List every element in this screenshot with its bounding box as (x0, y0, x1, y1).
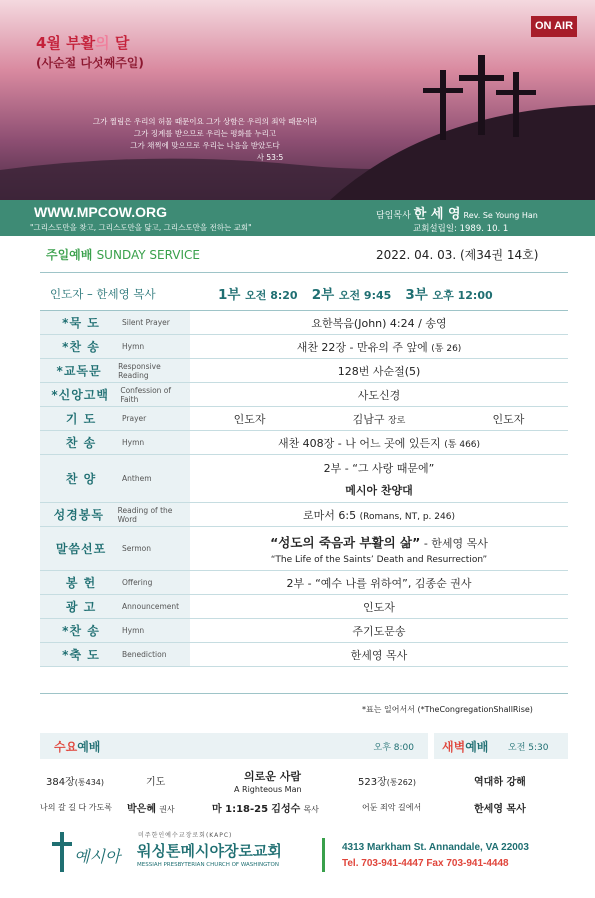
pastor-info: 담임목사 한 세 영 Rev. Se Young Han (376, 207, 538, 222)
website-link[interactable]: WWW.MPCOW.ORG (34, 204, 167, 220)
wed-sermon: 의로운 사람 (244, 770, 301, 783)
order-content: 인도자 (363, 600, 395, 614)
service-times-row (40, 273, 568, 311)
leader: 인도자 – 한세영 목사 (50, 287, 156, 301)
wed-prayer: 기도 (146, 777, 166, 788)
order-label: 봉 헌 Offering (40, 571, 190, 594)
order-label: 찬 양 Anthem (40, 455, 190, 502)
footer-phone[interactable]: Tel. 703-941-4447 Fax 703-941-4448 (342, 858, 509, 869)
order-label: 말씀선포 Sermon (40, 527, 190, 570)
order-label: *신앙고백 Confession of Faith (40, 383, 190, 406)
banner-title: 4월 부활의 달 (36, 34, 130, 52)
svg-text:예시아: 예시아 (74, 847, 121, 866)
order-content: 사도신경 (357, 388, 401, 402)
order-of-worship (40, 272, 568, 694)
order-label: *축 도 Benediction (40, 643, 190, 666)
order-row (40, 571, 568, 595)
wed-hymn-title: 나의 갈 길 다 가도록 (40, 803, 112, 812)
order-label: 찬 송 Hymn (40, 431, 190, 454)
order-row (40, 311, 568, 335)
order-content: 2부 - “예수 나를 위하여”, 김종순 권사 (286, 576, 472, 590)
wednesday-time: 오후 8:00 (373, 743, 414, 753)
order-row (40, 407, 568, 431)
order-row (40, 335, 568, 359)
dawn-time: 오전 5:30 (508, 743, 549, 753)
bulletin-date: 2022. 04. 03. (제34권 14호) (376, 248, 539, 262)
service-title: 주일예배 SUNDAY SERVICE (46, 248, 200, 262)
footer-divider (322, 838, 325, 872)
footer-denomination: 미주한인예수교장로회(KAPC) (138, 832, 233, 839)
wed-text: 마 1:18-25 김성수 목사 (212, 804, 319, 815)
order-content: “성도의 죽음과 부활의 삶” - 한세영 목사 “The Life of the Saints’ Death and Resurrection” (270, 534, 488, 565)
banner (0, 0, 595, 200)
dawn-preacher: 한세영 목사 (474, 804, 526, 815)
dawn-title: 새벽예배 (442, 740, 489, 754)
order-row (40, 503, 568, 527)
order-content: 주기도문송 (352, 624, 406, 638)
wed-prayer-by: 박은혜 권사 (127, 804, 175, 815)
wed-hymn: 384장(통434) (46, 777, 104, 788)
order-label: 광 고 Announcement (40, 595, 190, 618)
on-air-badge[interactable]: ON AIR (531, 16, 577, 37)
order-content: 새찬 22장 - 만유의 주 앞에 (통 26) (296, 340, 462, 354)
order-content: 128번 사순절(5) (337, 364, 421, 378)
calvary-illustration (0, 0, 595, 200)
founded-date: 교회설립일: 1989. 10. 1 (413, 224, 509, 234)
standing-note: *표는 일어서서 (*TheCongregationShallRise) (362, 705, 533, 714)
wednesday-title: 수요예배 (54, 740, 101, 754)
order-row (40, 431, 568, 455)
dawn-sermon: 역대하 강해 (474, 777, 526, 788)
wed-sermon-en: A Righteous Man (234, 785, 302, 794)
order-row (40, 619, 568, 643)
order-label: 성경봉독 Reading of the Word (40, 503, 190, 526)
order-label: *찬 송 Hymn (40, 619, 190, 642)
order-label: *교독문 Responsive Reading (40, 359, 190, 382)
order-content: 인도자 김남구 장로 인도자 (233, 412, 525, 426)
dawn-header (434, 733, 568, 759)
order-label: *묵 도 Silent Prayer (40, 311, 190, 334)
wed-hymn2: 523장(통262) (358, 777, 416, 788)
service-times: 1부 오전 8:20 2부 오전 9:45 3부 오후 12:00 (218, 287, 493, 303)
scripture-verse: 그가 찔림은 우리의 허물 때문이요 그가 상함은 우리의 죄악 때문이라 그가 징계를 받으므로 우리는 평화를 누리고 그가 채찍에 맞으므로 우리는 나음을 받았도다 사 53:5 (92, 117, 318, 162)
order-row (40, 359, 568, 383)
order-content: 요한복음(John) 4:24 / 송영 (311, 316, 447, 330)
wed-hymn2-title: 어둔 죄악 길에서 (362, 803, 422, 812)
footer-church-name: 워싱톤메시야장로교회 (137, 842, 282, 860)
order-row (40, 643, 568, 667)
order-content: 한세영 목사 (350, 648, 408, 662)
order-label: 기 도 Prayer (40, 407, 190, 430)
order-row (40, 595, 568, 619)
order-content: 로마서 6:5 (Romans, NT, p. 246) (303, 508, 455, 522)
footer-church-name-en: MESSIAH PRESBYTERIAN CHURCH OF WASHINGTON (137, 862, 279, 868)
church-motto: "그리스도만을 찾고, 그리스도만을 닮고, 그리스도만을 전하는 교회" (30, 223, 252, 232)
order-content: 2부 - “그 사랑 때문에” 메시아 찬양대 (323, 461, 435, 497)
church-logo-icon (52, 830, 132, 878)
order-row (40, 527, 568, 571)
order-row (40, 383, 568, 407)
banner-subtitle: (사순절 다섯째주일) (36, 56, 144, 70)
order-content: 새찬 408장 - 나 어느 곳에 있든지 (통 466) (277, 436, 481, 450)
order-row (40, 455, 568, 503)
footer-address: 4313 Markham St. Annandale, VA 22003 (342, 842, 529, 853)
wednesday-header (40, 733, 428, 759)
order-label: *찬 송 Hymn (40, 335, 190, 358)
